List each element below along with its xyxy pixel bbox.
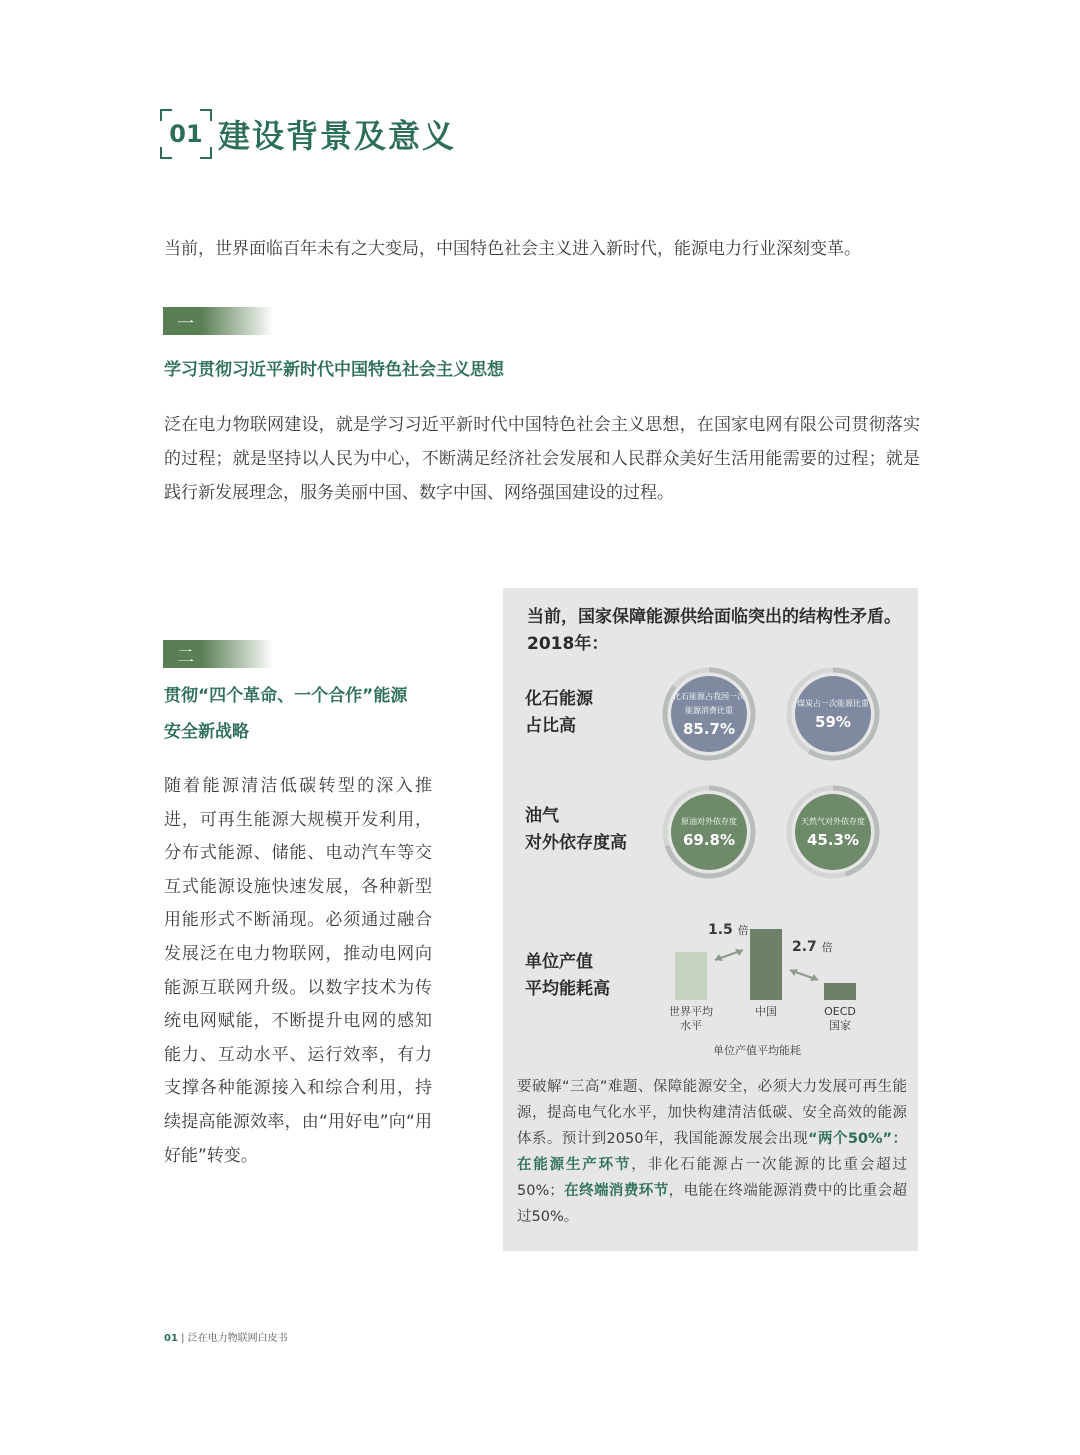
bar-label-world-line2: 水平	[680, 1019, 702, 1032]
row-fossil-label-line2: 占比高	[525, 716, 576, 736]
panel-title-line1: 当前，国家保障能源供给面临突出的结构性矛盾。	[527, 607, 901, 627]
circle-fossil-share	[661, 666, 757, 762]
circle-coal-share-label: 煤炭占一次能源比重	[797, 699, 869, 708]
bar-label-oecd	[810, 1005, 870, 1033]
bar-chart-caption: 单位产值平均能耗	[713, 1044, 801, 1057]
circle-coal-share-value: 59%	[815, 713, 851, 731]
circle-oil-dependency	[661, 784, 757, 880]
circle-gas-dependency-label: 天然气对外依存度	[801, 817, 865, 826]
panel-conclusion-highlight-2: 在终端消费环节	[563, 1183, 669, 1199]
intro-text: 当前，世界面临百年未有之大变局，中国特色社会主义进入新时代，能源电力行业深刻变革。	[164, 239, 861, 259]
section-1-tag-label: 一	[177, 314, 194, 334]
circle-gas-dependency	[785, 784, 881, 880]
chapter-title: 建设背景及意义	[218, 117, 457, 155]
section-1-tag	[163, 307, 273, 335]
panel-conclusion-part-b: ，非化石能源占一次能源的比重会超过50%；	[517, 1157, 908, 1199]
bar-oecd	[824, 983, 856, 1000]
chapter-header	[160, 108, 456, 160]
section-2-body: 随着能源清洁低碳转型的深入推进，可再生能源大规模开发利用，分布式能源、储能、电动汽车等交互式能源设施快速发展，各种新型用能形式不断涌现。必须通过融合发展泛在电力物联网，推动电网向能源互联网升级。以数字技术为传统电网赋能，不断提升电网的感知能力、互动水平、运行效率，有力支撑各种能源接入和综合利用，持续提高能源效率，由“用好电”向“用好能”转变。	[164, 776, 432, 1166]
row-oilgas-label-line1: 油气	[525, 806, 559, 826]
row-oilgas-label-line2: 对外依存度高	[525, 833, 627, 853]
panel-conclusion	[517, 1074, 907, 1230]
row-fossil-label	[525, 686, 593, 740]
section-2-tag-label: 二	[177, 647, 194, 667]
double-arrow-icon	[711, 946, 747, 964]
circle-gas-dependency-value: 45.3%	[806, 831, 860, 849]
ratio-china-vs-oecd-unit: 倍	[821, 941, 833, 954]
bar-world-average	[675, 952, 707, 1000]
bar-china	[750, 929, 782, 1000]
ratio-china-vs-oecd	[792, 939, 833, 955]
row-energy-intensity-label-line2: 平均能耗高	[525, 979, 610, 999]
panel-conclusion-part-a: 要破解“三高”难题、保障能源安全，必须大力发展可再生能源，提高电气化水平，加快构建清洁低碳、安全高效的能源体系。预计到2050年，我国能源发展会出现	[517, 1079, 907, 1147]
section-2-title-line2: 安全新战略	[164, 722, 249, 742]
footer-separator: |	[181, 1333, 185, 1344]
page-footer	[164, 1329, 288, 1344]
energy-info-panel	[503, 588, 918, 1251]
bar-label-world	[661, 1005, 721, 1033]
chapter-number: 01	[169, 120, 203, 148]
circle-fossil-share-value: 85.7%	[682, 720, 736, 738]
ratio-china-vs-world-value: 1.5	[708, 922, 733, 938]
row-oilgas-label	[525, 803, 627, 857]
bar-label-world-line1: 世界平均	[669, 1005, 713, 1018]
row-energy-intensity-label	[525, 949, 610, 1003]
page-number: 01	[164, 1333, 178, 1344]
bar-label-oecd-line1: OECD	[824, 1005, 856, 1018]
panel-title	[527, 604, 917, 658]
circle-oil-dependency-label: 原油对外依存度	[681, 817, 737, 826]
circle-fossil-share-label: 化石能源占我国一次能源消费比重	[673, 692, 745, 715]
row-energy-intensity-label-line1: 单位产值	[525, 952, 593, 972]
section-1-title: 学习贯彻习近平新时代中国特色社会主义思想	[164, 360, 504, 380]
circle-coal-share	[785, 666, 881, 762]
bar-label-china: 中国	[755, 1005, 777, 1018]
bar-label-oecd-line2: 国家	[829, 1019, 851, 1032]
panel-conclusion-part-c: ，电能在终端能源消费中的比重会超过50%。	[517, 1183, 908, 1225]
ratio-china-vs-world	[708, 922, 749, 938]
section-2-title-line1: 贯彻“四个革命、一个合作”能源	[164, 686, 408, 706]
panel-title-line2: 2018年：	[527, 634, 609, 654]
panel-conclusion-highlight-1: “两个50%”：在能源生产环节	[517, 1131, 907, 1173]
row-fossil-label-line1: 化石能源	[525, 689, 593, 709]
section-1-body: 泛在电力物联网建设，就是学习习近平新时代中国特色社会主义思想，在国家电网有限公司贯彻落实的过程；就是坚持以人民为中心，不断满足经济社会发展和人民群众美好生活用能需要的过程；就是践行新发展理念，服务美丽中国、数字中国、网络强国建设的过程。	[164, 415, 920, 503]
footer-doc-title: 泛在电力物联网白皮书	[187, 1333, 288, 1344]
chapter-number-box	[160, 109, 212, 159]
ratio-china-vs-oecd-value: 2.7	[792, 939, 817, 955]
section-2-tag	[163, 640, 273, 668]
double-arrow-icon	[786, 966, 822, 984]
circle-oil-dependency-value: 69.8%	[682, 831, 736, 849]
ratio-china-vs-world-unit: 倍	[737, 924, 749, 937]
